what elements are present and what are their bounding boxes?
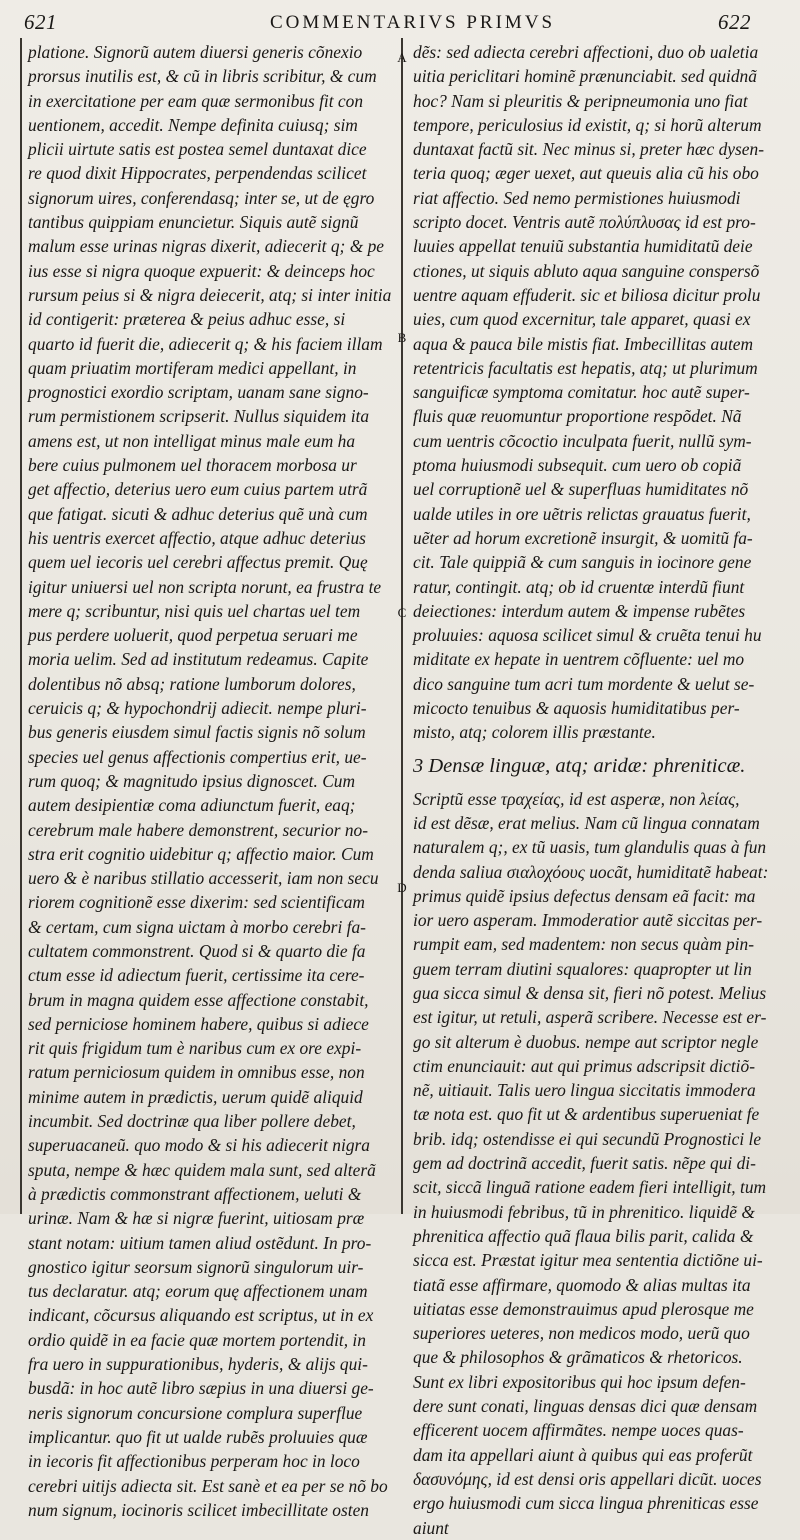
text-line: incumbit. Sed doctrinæ qua liber pollere debet, [28,1111,356,1132]
text-line: prognostici exordio scriptam, uanam sane signo- [28,382,369,403]
text-line: indicant, cõcursus aliquando est scriptus, ut in ex [28,1305,374,1326]
text-line: phrenitica affectio quã flaua bilis parit, calida & [413,1225,754,1246]
text-line: dolentibus nõ absq; ratione lumborum dolores, [28,673,356,694]
text-line: uero & è naribus stillatio accesserit, iam non secu [28,868,379,889]
text-line: primus quidẽ ipsius defectus densam eã facit: ma [413,885,756,906]
text-line: quem uel iecoris uel cerebri affectus premit. Quę [28,552,368,573]
text-line: rursum peius si & nigra deiecerit, atq; si inter initia [28,284,392,305]
text-line: sputa, nempe & hæc quidem mala sunt, sed alterã [28,1159,376,1180]
margin-letter-a: A [397,50,407,65]
text-line: luuies appellat tenuiũ substantia humiditatũ deie [413,236,753,257]
text-line: riat affectio. Sed nemo permistiones huiusmodi [413,187,741,208]
text-line: pus perdere uoluerit, quod perpetua seruari me [28,625,358,646]
text-line: species uel genus affectionis compertius erit, ue- [28,746,367,767]
text-line: aqua & pauca bile mistis fiat. Imbecillitas autem [413,333,754,354]
text-line: dẽs: sed adiecta cerebri affectioni, duo ob ualetia [413,42,759,62]
text-line: scripto docet. Ventris autẽ πολύπλυσας id est pro- [413,212,756,233]
text-line: bere cuius pulmonem uel thoracem morbosa ur [28,455,357,476]
text-line: guem terram diutini squalores: quapropter ut lin [413,958,752,979]
text-line: platione. Signorũ autem diuersi generis cõnexio [28,42,363,62]
text-line: retentricis facultatis est hepatis, atq; ut plurimum [413,357,758,378]
running-title: COMMENTARIVS PRIMVS [270,12,556,33]
text-line: in iecoris fit affectionibus perperam hoc in loco [28,1451,360,1472]
right-text-column [413,40,771,1538]
column-divider-rule [401,38,403,1214]
text-line: prorsus inutilis est, & cũ in libris scribitur, & cum [28,66,377,87]
text-line: dico sanguine tum acri tum mordente & uelut se- [413,673,755,694]
text-line: minime autem in prædictis, uerum quidẽ aliquid [28,1086,363,1107]
text-line: que & philosophos & grãmaticos & rhetoricos. [413,1347,743,1368]
text-line: ualde utiles in ore uẽtris relictas grauatus fuerit, [413,503,751,524]
text-line: brib. idq; ostendisse ei qui secundũ Prognostici le [413,1128,762,1149]
text-line: sanguificæ symptoma comitatur. hoc autẽ super- [413,382,750,403]
page-number-right: 622 [718,10,751,34]
text-line: moria uelim. Sed ad institutum redeamus. Capite [28,649,369,670]
text-line: id contigerit: præterea & peius adhuc esse, si [28,309,346,330]
text-line: ordio quidẽ in ea facie quæ mortem portendit, in [28,1329,366,1350]
text-line: ctim enunciauit: aut qui primus adscripsit dictiõ- [413,1055,755,1076]
text-line: gem ad doctrinã accedit, fuerit satis. nẽpe qui di- [413,1153,756,1174]
right-column-lower-text [413,787,771,1540]
text-line: nẽ, uitiauit. Talis uero lingua siccitatis immodera [413,1080,756,1101]
text-line: rum quoq; & magnitudo ipsius dignoscet. Cum [28,770,356,791]
text-line: mere q; scribuntur, nisi quis uel chartas uel tem [28,600,361,621]
text-line: go sit alterum è duobus. nempe aut scriptor negle [413,1031,759,1052]
text-line: re quod dixit Hippocrates, perpendendas scilicet [28,163,367,184]
text-line: & certam, cum signa uictam à morbo cerebri fa- [28,916,366,937]
text-line: uentre aquam effuderit. sic et biliosa dicitur prolu [413,284,761,305]
text-line: hoc? Nam si pleuritis & peripneumonia uno fiat [413,90,748,111]
text-line: ergo huiusmodi cum sicca lingua phreniticas esse [413,1493,759,1514]
margin-letter-c: C [397,605,407,620]
text-line: rit quis frigidum tum è naribus cum ex ore expi- [28,1038,362,1059]
text-line: uitiatas esse demonstrauimus apud plerosque me [413,1298,754,1319]
text-line: busdã: in hoc autẽ libro sæpius in una diuersi ge- [28,1378,374,1399]
text-line: gua sicca simul & densa sit, fieri nõ potest. Melius [413,982,767,1003]
text-line: quam priuatim mortiferam medici appellant, in [28,357,357,378]
text-line: id est dẽsæ, erat melius. Nam cũ lingua connatam [413,812,760,833]
text-line: plicii uirtute satis est postea semel duntaxat dice [28,139,367,160]
text-line: igitur uniuersi uel non scripta norunt, ea frustra te [28,576,382,597]
text-line: ius esse si nigra quoque expuerit: & deinceps hoc [28,260,375,281]
text-line: uies, cum quod excernitur, tale apparet, quasi ex [413,309,751,330]
text-line: cit. Tale quippiã & cum sanguis in iocinore gene [413,552,752,573]
text-line: proluuies: aquosa scilicet simul & cruẽta tenui hu [413,625,762,646]
text-line: gnostico igitur seorsum signorũ singulorum uir- [28,1256,364,1277]
text-line: Scriptũ esse τραχείας, id est asperæ, non λείας, [413,788,740,809]
text-line: riorem cognitionẽ esse dixerim: sed scientificam [28,892,365,913]
text-line: teria quoq; æger uexet, aut queuis alia cũ his obo [413,163,759,184]
text-line: efficerent uocem affirmãtes. nempe uoces quas- [413,1420,744,1441]
text-line: dere sunt conati, linguas densas dici quæ densam [413,1396,758,1417]
text-line: deiectiones: interdum autem & impense rubẽtes [413,600,746,621]
text-line: est igitur, ut retuli, asperã scribere. Necesse est er- [413,1007,767,1028]
text-line: rum permistionem scripserit. Nullus siquidem ita [28,406,370,427]
left-text-column [28,40,396,1520]
text-line: ratur, contingit. atq; ob id cruentæ interdũ fiunt [413,576,745,597]
text-line: ior uero asperam. Immoderatior autẽ siccitas per- [413,910,763,931]
text-line: micocto tenuibus & aquosis humiditatibus per- [413,698,740,719]
text-line: in huiusmodi febribus, tũ in phrenitico. liquidẽ & [413,1201,755,1222]
text-line: ctum esse id adiectum fuerit, certissime ita cere- [28,965,365,986]
text-line: his uentris exercet affectio, atque adhuc deterius [28,527,366,548]
text-line: get affectio, deterius uero eum cuius partem utrã [28,479,368,500]
page-number-left: 621 [24,10,57,34]
text-line: uel corruptionẽ uel & superfluas humiditates nõ [413,479,749,500]
text-line: dam ita appellari aiunt à quibus qui eas proferũt [413,1444,753,1465]
margin-letter-d: D [397,880,407,895]
text-line: superiores ueteres, non medicos modo, uerũ quo [413,1323,750,1344]
text-line: δασυνόμης, id est densi oris appellari dicũt. uoces [413,1468,762,1489]
text-line: uitia periclitari hominẽ prænunciabit. sed quidnã [413,66,757,87]
right-column-upper-text [413,40,771,745]
text-line: num signum, iocinoris scilicet imbecillitate osten [28,1499,370,1520]
text-line: uentionem, accedit. Nempe definita cuiusq; sim [28,114,358,135]
text-line: superuacaneũ. quo modo & si his adiecerit nigra [28,1135,370,1156]
text-line: cultatem commonstrent. Quod si & quarto die fa [28,940,366,961]
text-line: stra erit cognitio uidebitur q; affectio maior. Cum [28,843,374,864]
text-line: aiunt [413,1517,449,1538]
text-line: cerebri uitijs adiecta sit. Est sanè et ea per se nõ bo [28,1475,388,1496]
text-line: neris signorum concursione complura superflue [28,1402,363,1423]
text-line: quarto id fuerit die, adiecerit q; & his faciem illam [28,333,383,354]
text-line: tæ nota est. quo fit ut & ardentibus superueniat fe [413,1104,760,1125]
text-line: fra uero in suppurationibus, hyderis, & alijs qui- [28,1354,368,1375]
text-line: signorum uires, conferendasq; inter se, ut de ęgro [28,187,375,208]
text-line: in exercitatione per eam quæ sermonibus fit con [28,90,364,111]
text-line: tiatã esse affirmare, quomodo & alias multas ita [413,1274,751,1295]
text-line: ctiones, ut siquis abluto aqua sanguine conspersõ [413,260,760,281]
text-line: stant notam: uitium tamen aliud ostẽdunt. In pro- [28,1232,372,1253]
text-line: miditate ex hepate in uentrem cõfluente: uel mo [413,649,745,670]
text-line: fluis quæ reuomuntur proportione respõdet. Nã [413,406,742,427]
text-line: tus declaratur. atq; eorum quę affectionem unam [28,1281,368,1302]
text-line: sicca est. Præstat igitur mea sententia dictiõne ui- [413,1250,763,1271]
text-line: cum uentris cõcoctio inculpata fuerit, nullũ sym- [413,430,752,451]
text-line: tempore, periculosius id existit, q; si horũ alterum [413,114,762,135]
text-line: denda saliua σιαλοχόους uocãt, humiditatẽ habeat: [413,861,769,882]
text-line: tantibus quippiam enuncietur. Siquis autẽ signũ [28,212,359,233]
text-line: brum in magna quidem esse affectione constabit, [28,989,369,1010]
text-line: ptoma huiusmodi subsequit. cum uero ob copiã [413,455,742,476]
text-line: sed perniciose hominem habere, quibus si adiece [28,1013,369,1034]
text-line: amens est, ut non intelligat minus male eum ha [28,430,356,451]
section-heading: 3 Densæ linguæ, atq; aridæ: phreniticæ. [413,754,746,777]
running-header [0,2,800,42]
text-line: malum esse urinas nigras dixerit, adiecerit q; & pe [28,236,384,257]
text-line: uẽter ad horum excretionẽ insurgit, & uomitũ fa- [413,527,753,548]
text-line: bus generis eiusdem simul factis signis nõ solum [28,722,366,743]
text-line: urinæ. Nam & hæ si nigræ fuerint, uitiosam præ [28,1208,365,1229]
text-line: implicantur. quo fit ut ualde rubẽs proluuies quæ [28,1426,368,1447]
text-line: scit, siccã linguã ratione eadem fieri intelligit, tum [413,1177,767,1198]
text-line: Sunt ex libri expositoribus qui hoc ipsum defen- [413,1371,746,1392]
text-line: ratum perniciosum quidem in omnibus esse, non [28,1062,365,1083]
margin-letter-b: B [397,330,407,345]
text-line: autem desipientiæ coma adiunctum fuerit, eaq; [28,795,356,816]
text-line: que fatigat. sicuti & adhuc deterius quẽ unà cum [28,503,368,524]
text-line: à prædictis commonstrant affectionem, ueluti & [28,1183,362,1204]
text-line: duntaxat factũ sit. Nec minus si, preter hæc dysen- [413,139,764,160]
text-line: rumpit eam, sed madentem: non secus quàm pin- [413,934,754,955]
text-line: ceruicis q; & hypochondrij adiecit. nempe pluri- [28,698,367,719]
left-page-rule [20,38,22,1214]
text-line: naturalem q;, ex tũ uasis, tum glandulis quas à fun [413,837,767,858]
text-line: cerebrum male habere demonstrent, securior no- [28,819,369,840]
text-line: misto, atq; colorem illis præstante. [413,722,656,743]
